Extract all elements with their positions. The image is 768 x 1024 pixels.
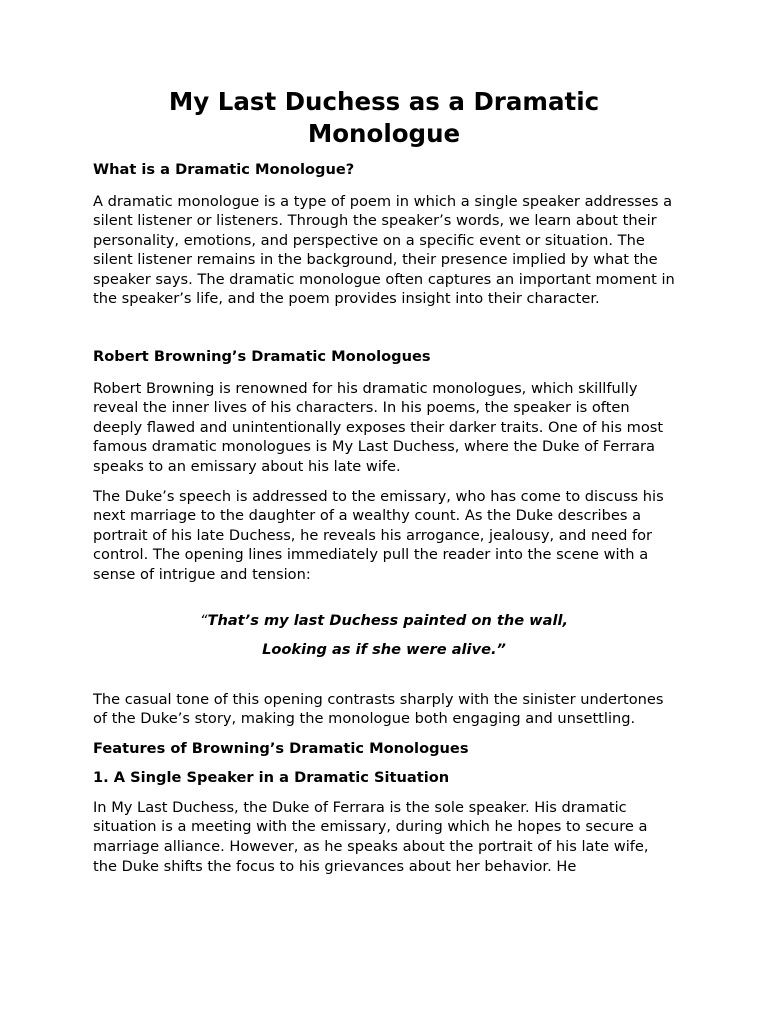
document-title: My Last Duchess as a Dramatic Monologue [168,87,600,148]
paragraph-after-quote: The casual tone of this opening contrasts sharply with the sinister undertones of the Duke’s story, making the monologue both engaging and unsettling. [93,690,664,728]
quote-line-2: Looking as if she were alive.” [262,641,506,659]
quote-open-mark: “ [199,611,208,629]
paragraph-browning-intro: Robert Browning is renowned for his dramatic monologues, which skillfully reveal the inner lives of his characters. In his poems, the speaker is often deeply flawed and unintentionally exposes their darker traits. One of his most famous dramatic monologues is My Last Duchess, where the Duke of Ferrara speaks to an emissary about his late wife. [93,379,664,475]
paragraph-definition: A dramatic monologue is a type of poem in which a single speaker addresses a silent listener or listeners. Through the speaker’s words, we learn about their personality, emotions, and perspective on a specific event or situation. The silent listener remains in the background, their presence implied by what the speaker says. The dramatic monologue often captures an important moment in the speaker’s life, and the poem provides insight into their character. [93,192,675,308]
spacer [93,595,675,611]
heading-features: Features of Browning’s Dramatic Monologues [93,739,469,757]
spacer [93,319,675,347]
quote-line-1 [93,611,675,631]
paragraph-feature-1: In My Last Duchess, the Duke of Ferrara is the sole speaker. His dramatic situation is a meeting with the emissary, during which he hopes to secure a marriage alliance. However, as he speaks about the portrait of his late wife, the Duke shifts the focus to his grievances about her behavior. He [93,798,649,875]
heading-what-is-dramatic-monologue: What is a Dramatic Monologue? [93,161,355,178]
heading-browning-monologues: Robert Browning’s Dramatic Monologues [93,348,431,366]
quote-line-1-text: That’s my last Duchess painted on the wall, [207,611,569,629]
paragraph-duke-speech: The Duke’s speech is addressed to the emissary, who has come to discuss his next marriage to the daughter of a wealthy count. As the Duke describes a portrait of his late Duchess, he reveals his arrogance, jealousy, and need for control. The opening lines immediately pull the reader into the scene with a sense of intrigue and tension: [93,487,664,583]
document-page [93,86,675,886]
heading-feature-1: 1. A Single Speaker in a Dramatic Situation [93,769,450,787]
spacer [93,670,675,690]
